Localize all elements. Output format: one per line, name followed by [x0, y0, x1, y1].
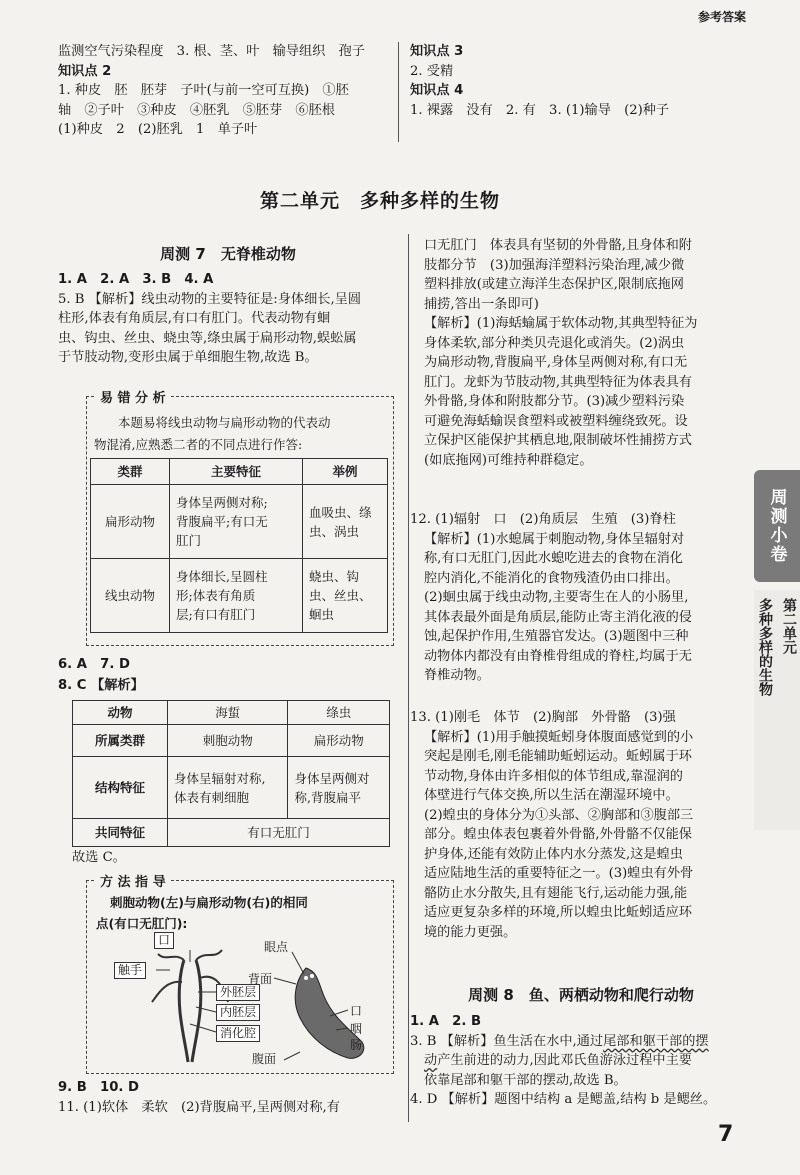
answer-line: 捕捞,答出一条即可) [424, 296, 539, 312]
answer-line: 肢都分节 (3)加强海洋塑料污染治理,减少微 [424, 257, 685, 273]
text-line: 监测空气污染程度 3. 根、茎、叶 输导组织 孢子 [58, 44, 365, 59]
diagram-label-mouth: 口 [154, 932, 174, 949]
answer-line: 5. B 【解析】线虫动物的主要特征是:身体细长,呈圆 [58, 291, 362, 307]
table-header: 动物 [73, 701, 168, 725]
table-cell: 有口无肛门 [168, 819, 390, 847]
right-col-block-a [424, 236, 697, 470]
side-tab-weekly: 周测小卷 [754, 470, 800, 582]
answer-line: 骼防止水分散失,且有翅能飞行,运动能力强,能 [424, 885, 688, 901]
answer-line: 于节肢动物,变形虫属于单细胞生物,故选 B。 [58, 350, 318, 365]
answer-line: 依靠尾部和躯干部的摆动,故选 B。 [424, 1072, 627, 1088]
table-header: 绦虫 [288, 701, 390, 725]
answer-line: 境的能力更强。 [424, 924, 517, 940]
answer-line: 身体柔软,部分种类贝壳退化或消失。(2)涡虫 [424, 335, 685, 351]
error-analysis-text [94, 412, 331, 456]
diagram-label-pharynx: 咽 [350, 1022, 363, 1036]
table-cell: 刺胞动物 [168, 725, 288, 757]
answer-line: 脊椎动物。 [424, 668, 490, 683]
text-line: 1. 种皮 胚 胚芽 子叶(与前一空可互换) ①胚 [58, 83, 349, 98]
answer-line: 6. A 7. D [58, 657, 130, 672]
section-title-week7: 周测 7 无脊椎动物 [160, 245, 296, 263]
answer-line: 称,有口无肛门,因此水螅吃进去的食物在消化 [424, 551, 683, 566]
top-right-block [410, 42, 669, 120]
diagram-label-dorsal: 背面 [248, 972, 273, 986]
box-line: 本题易将线虫动物与扁形动物的代表动 [118, 415, 331, 430]
answer-line: 1. A 2. A 3. B 4. A [58, 272, 214, 287]
answer-line: 部分。蝗虫体表包裹着外骨骼,外骨骼不仅能保 [424, 827, 692, 842]
diagram-label-endoderm: 内胚层 [216, 1004, 260, 1021]
box-line: 点(有口无肛门): [96, 916, 188, 931]
answer-line: 虫、钩虫、丝虫、蛲虫等,绦虫属于扁形动物,蜈蚣属 [58, 330, 357, 346]
answer-line: (2)蝗虫的身体分为①头部、②胸部和③腹部三 [424, 807, 694, 823]
table-cell: 共同特征 [73, 819, 168, 847]
answer-line: 节动物,身体由许多相似的体节组成,靠湿润的 [424, 768, 683, 784]
answer-line: 其体表最外面是角质层,能防止寄主消化液的侵 [424, 609, 692, 625]
answer-line: 口无肛门 体表具有坚韧的外骨骼,且身体和附 [424, 238, 692, 253]
unit-title: 第二单元 多种多样的生物 [259, 190, 500, 212]
answer-line: 3. B 【解析】鱼生活在水中,通过尾部和躯干部的摆 [410, 1033, 709, 1049]
header-label: 参考答案 [698, 10, 747, 24]
method-guide-text [96, 892, 308, 934]
text-line: 2. 受精 [410, 63, 454, 79]
hydra-planarian-diagram [96, 932, 386, 1068]
box-line: 刺胞动物(左)与扁形动物(右)的相同 [110, 895, 308, 910]
knowledge-point-heading: 知识点 3 [410, 44, 464, 59]
answer-line: 立保护区能保护其栖息地,限制破坏性捕捞方式 [424, 433, 692, 448]
table-cell: 身体呈两侧对 称,背腹扁平 [288, 757, 390, 819]
answer-line: 蚀,起保护作用,生殖器官发达。(3)题图中三种 [424, 629, 689, 644]
answer-line: 动产生前进的动力,因此邓氏鱼游泳过程中主要 [424, 1053, 692, 1068]
table-header: 类群 [91, 459, 170, 485]
answer-line: 动物体内都没有由脊椎骨组成的脊柱,均属于无 [424, 648, 692, 664]
answer-line: 13. (1)刚毛 体节 (2)胸部 外骨骼 (3)强 [410, 710, 676, 725]
table-cell: 所属类群 [73, 725, 168, 757]
answer-line: 适应更复杂多样的环境,所以蝗虫比蚯蚓适应环 [424, 905, 692, 920]
knowledge-point-heading: 知识点 2 [58, 63, 112, 79]
comparison-table-2 [72, 700, 390, 847]
table-header: 海蜇 [168, 701, 288, 725]
page-number: 7 [718, 1122, 734, 1147]
answer-line: 塑料排放(或建立海洋生态保护区,限制底拖网 [424, 277, 684, 292]
diagram-label-cavity: 消化腔 [216, 1025, 260, 1042]
answer-line: 8. C 【解析】 [58, 678, 144, 693]
answer-line: 11. (1)软体 柔软 (2)背腹扁平,呈两侧对称,有 [58, 1099, 340, 1115]
method-guide-label: 方 法 指 导 [96, 871, 170, 890]
diagram-label-anus: 肠 [350, 1038, 363, 1052]
table-cell: 蛲虫、钩 虫、丝虫、 蛔虫 [303, 559, 388, 633]
diagram-label-mouth2: 口 [350, 1004, 363, 1018]
left-answers-bottom [58, 1078, 340, 1117]
section-title-week8: 周测 8 鱼、两栖动物和爬行动物 [468, 986, 694, 1004]
right-col-q13 [410, 708, 693, 942]
top-left-block [58, 42, 365, 140]
left-answers-top [58, 270, 361, 368]
diagram-label-tentacle: 触手 [114, 962, 146, 979]
answer-line: 可避免海蛞蝓误食塑料或被塑料缠绕致死。设 [424, 413, 688, 429]
answer-line: 12. (1)辐射 口 (2)角质层 生殖 (3)脊柱 [410, 512, 676, 527]
answer-line: 4. D 【解析】题图中结构 a 是鳃盖,结构 b 是鳃丝。 [410, 1092, 717, 1107]
answer-line: 护身体,还能有效防止体内水分蒸发,这是蝗虫 [424, 846, 683, 862]
answer-line: 体壁进行气体交换,所以生活在潮湿环境中。 [424, 788, 679, 803]
text-line: 1. 裸露 没有 2. 有 3. (1)输导 (2)种子 [410, 102, 670, 118]
answer-line: 柱形,体表有角质层,有口有肛门。代表动物有蛔 [58, 311, 331, 326]
table-cell: 线虫动物 [91, 559, 170, 633]
right-col-week8 [410, 1012, 716, 1110]
table-header: 主要特征 [170, 459, 303, 485]
table-cell: 身体细长,呈圆柱 形;体表有角质 层;有口有肛门 [170, 559, 303, 633]
comparison-table-1 [90, 458, 388, 633]
answer-line: 故选 C。 [72, 850, 126, 865]
right-col-q12 [410, 510, 692, 686]
table-cell: 血吸虫、绦 虫、涡虫 [303, 485, 388, 559]
answer-line: 突起是刚毛,刚毛能辅助蚯蚓运动。蚯蚓属于环 [424, 749, 692, 764]
answer-line: 1. A 2. B [410, 1014, 481, 1029]
answer-line: (2)蛔虫属于线虫动物,主要寄生在人的小肠里, [424, 590, 689, 605]
diagram-label-eyespot: 眼点 [264, 940, 289, 954]
diagram-label-ectoderm: 外胚层 [216, 984, 260, 1001]
table-header: 举例 [303, 459, 388, 485]
answer-line: 肛门。龙虾为节肢动物,其典型特征为体表具有 [424, 374, 692, 390]
table-cell: 结构特征 [73, 757, 168, 819]
table-cell: 身体呈两侧对称; 背腹扁平;有口无 肛门 [170, 485, 303, 559]
box-line: 物混淆,应熟悉二者的不同点进行作答: [94, 437, 303, 452]
answer-line: 腔内消化,不能消化的食物残渣仍由口排出。 [424, 570, 679, 586]
error-analysis-label: 易 错 分 析 [96, 387, 170, 406]
answer-line: 适应陆地生活的重要特征之一。(3)蝗虫有外骨 [424, 866, 694, 881]
text-line: 轴 ②子叶 ③种皮 ④胚乳 ⑤胚芽 ⑥胚根 [58, 102, 335, 118]
table-cell: 扁形动物 [91, 485, 170, 559]
table-cell: 身体呈辐射对称, 体表有刺细胞 [168, 757, 288, 819]
answer-line: 9. B 10. D [58, 1080, 139, 1095]
diagram-label-ventral: 腹面 [252, 1052, 277, 1066]
answer-line: 【解析】(1)水螅属于刺胞动物,身体呈辐射对 [424, 531, 685, 547]
knowledge-point-heading: 知识点 4 [410, 83, 464, 98]
answer-line: 【解析】(1)海蛞蝓属于软体动物,其典型特征为 [424, 316, 698, 331]
answer-line: 【解析】(1)用手触摸蚯蚓身体腹面感觉到的小 [424, 729, 694, 745]
side-tab-unit: 多种多样的生物 第二单元 [754, 590, 800, 830]
text-line: (1)种皮 2 (2)胚乳 1 单子叶 [58, 122, 258, 137]
answer-line: 外骨骼,身体和附肢都分节。(3)减少塑料污染 [424, 394, 685, 409]
answer-line: 为扁形动物,背腹扁平,身体呈两侧对称,有口无 [424, 355, 688, 370]
answer-line: (如底拖网)可维持种群稳定。 [424, 452, 593, 468]
table-cell: 扁形动物 [288, 725, 390, 757]
